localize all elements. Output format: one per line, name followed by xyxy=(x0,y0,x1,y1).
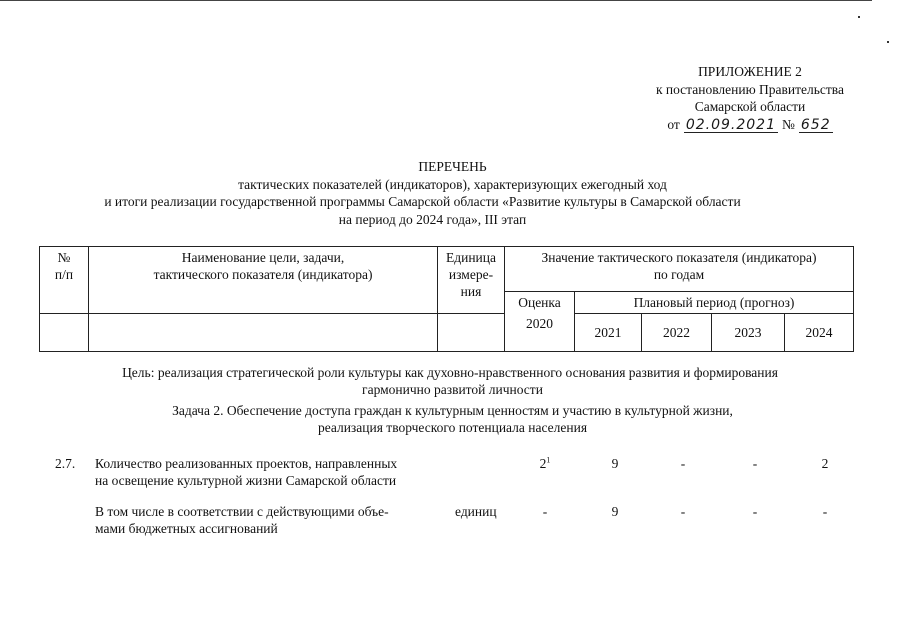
header-unit-cell xyxy=(438,247,505,314)
header-values-line2: по годам xyxy=(653,267,705,282)
header-name-cell xyxy=(89,247,438,314)
appendix-title: ПРИЛОЖЕНИЕ 2 xyxy=(698,64,802,79)
row-value-2021: 9 xyxy=(611,504,619,519)
appendix-line-1: к постановлению Правительства xyxy=(655,81,844,97)
heading-line-2: и итоги реализации государственной программы Самарской области «Развитие культуры в Самарской области xyxy=(104,194,741,209)
header-values-cell xyxy=(505,247,854,292)
row-value-2020 xyxy=(520,455,570,472)
header-year-2022: 2022 xyxy=(642,314,712,352)
header-year-2021: 2021 xyxy=(575,314,642,352)
heading-line-1: тактических показателей (индикаторов), характеризующих ежегодный ход xyxy=(238,176,667,192)
task-text xyxy=(0,402,905,436)
header-number-line2: п/п xyxy=(54,267,74,282)
row-number: 2.7. xyxy=(55,456,76,471)
top-rule xyxy=(0,0,872,1)
header-unit-line3: ния xyxy=(460,284,482,299)
header-unit-cell-cont xyxy=(438,314,505,352)
row-name-line1: Количество реализованных проектов, направленных xyxy=(95,456,398,471)
header-name-line1: Наименование цели, задачи, xyxy=(181,250,345,265)
row-unit: единиц xyxy=(455,504,497,519)
header-estimate-cell xyxy=(505,292,575,352)
row-value-2022: - xyxy=(680,504,686,519)
goal-line-2: гармонично развитой личности xyxy=(362,382,543,397)
header-name-cell-cont xyxy=(89,314,438,352)
row-value-2022: - xyxy=(680,456,686,471)
footnote-marker: 1 xyxy=(546,455,551,465)
row-value-2024: 2 xyxy=(821,456,829,471)
appendix-block xyxy=(656,63,844,133)
appendix-date-line xyxy=(656,116,844,134)
header-name-line2: тактического показателя (индикатора) xyxy=(153,267,373,282)
document-heading xyxy=(0,158,905,228)
header-year-2024: 2024 xyxy=(785,314,854,352)
goal-line-1: Цель: реализация стратегической роли культуры как духовно-нравственного основания развития и формирования xyxy=(122,365,778,380)
scan-speck xyxy=(887,41,889,43)
appendix-line-2: Самарской области xyxy=(694,99,806,114)
row-value-2020: - xyxy=(542,504,548,519)
row-value-2024: - xyxy=(822,504,828,519)
row-name-line2: на освещение культурной жизни Самарской области xyxy=(95,473,397,488)
handwritten-number: 652 xyxy=(800,116,831,133)
heading-line-3: на период до 2024 года», III этап xyxy=(338,211,527,227)
task-line-2: реализация творческого потенциала населения xyxy=(317,420,588,435)
header-estimate-line1: Оценка xyxy=(518,295,561,310)
header-number-cell xyxy=(40,247,89,314)
header-year-2023: 2023 xyxy=(712,314,785,352)
header-number-line1: № xyxy=(57,250,71,265)
number-prefix: № xyxy=(781,116,795,132)
task-line-1: Задача 2. Обеспечение доступа граждан к культурным ценностям и участию в культурной жизни, xyxy=(172,403,733,418)
row-value-2020-number: 2 xyxy=(539,456,547,471)
row-name-line1: В том числе в соответствии с действующими объе- xyxy=(95,504,389,519)
indicator-table-header xyxy=(39,246,854,352)
row-value-2023: - xyxy=(752,456,758,471)
row-name-line2: мами бюджетных ассигнований xyxy=(95,521,278,536)
heading-title: ПЕРЕЧЕНЬ xyxy=(418,159,487,174)
goal-text xyxy=(0,364,905,398)
header-unit-line1: Единица xyxy=(445,250,496,265)
header-values-line1: Значение тактического показателя (индикатора) xyxy=(541,250,817,265)
header-number-cell-cont xyxy=(40,314,89,352)
scan-speck xyxy=(858,16,860,18)
row-name xyxy=(95,455,397,489)
row-value-2023: - xyxy=(752,504,758,519)
date-prefix: от xyxy=(667,116,680,132)
header-unit-line2: измере- xyxy=(448,267,494,282)
row-name xyxy=(95,503,389,537)
header-plan-cell: Плановый период (прогноз) xyxy=(575,292,854,314)
row-value-2021: 9 xyxy=(611,456,619,471)
header-estimate-line2: 2020 xyxy=(526,316,553,331)
handwritten-date: 02.09.2021 xyxy=(685,116,776,133)
